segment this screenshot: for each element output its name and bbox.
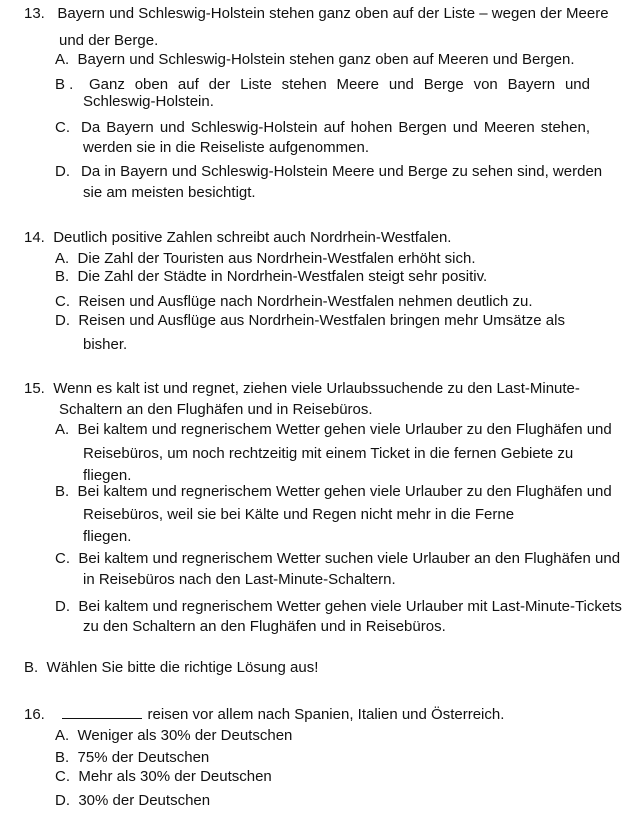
q16-option-c — [55, 768, 355, 786]
q14-stem: Deutlich positive Zahlen schreibt auch Nordrhein-Westfalen. — [53, 229, 452, 246]
q13-c-letter: C. — [55, 119, 70, 136]
q15-c-text-2: in Reisebüros nach den Last-Minute-Schaltern. — [83, 571, 396, 588]
q13-b-text-2: Schleswig-Holstein. — [83, 93, 214, 110]
q15-a-text-1: Bei kaltem und regnerischem Wetter gehen viele Urlauber zu den Flughäfen und — [77, 421, 612, 438]
q15-option-c-line-1 — [55, 550, 621, 568]
q15-d-text-1: Bei kaltem und regnerischem Wetter gehen viele Urlauber mit Last-Minute-Tickets — [78, 598, 622, 615]
q13-stem-2: und der Berge. — [59, 32, 159, 49]
q13-option-a — [55, 53, 595, 70]
q13-d-text-1: Da in Bayern und Schleswig-Holstein Meere und Berge zu sehen sind, werden — [81, 163, 603, 180]
q15-b-letter: B. — [55, 483, 70, 500]
q13-stem-1: Bayern und Schleswig-Holstein stehen ganz oben auf der Liste – wegen der Meere — [57, 5, 609, 22]
q13-b-text-1: Ganz oben auf der Liste stehen Meere und Berge von Bayern und — [89, 76, 590, 93]
q15-stem-2: Schaltern an den Flughäfen und in Reisebüros. — [59, 401, 373, 418]
section-b-text: Wählen Sie bitte die richtige Lösung aus! — [46, 659, 319, 676]
q14-a-letter: A. — [55, 250, 70, 267]
section-b-letter: B. — [24, 659, 39, 676]
q14-option-b — [55, 268, 595, 286]
q14-b-text: Die Zahl der Städte in Nordrhein-Westfalen steigt sehr positiv. — [77, 268, 488, 285]
q15-c-letter: C. — [55, 550, 70, 567]
q14-a-text: Die Zahl der Touristen aus Nordrhein-Westfalen erhöht sich. — [77, 250, 476, 267]
q15-b-text-2: Reisebüros, weil sie bei Kälte und Regen nicht mehr in die Ferne — [83, 506, 515, 523]
q13-number: 13. — [24, 5, 45, 22]
q13-b-letter: B . — [55, 76, 74, 93]
q16-a-letter: A. — [55, 727, 70, 744]
q15-d-line-2 — [83, 620, 483, 635]
q15-option-a-line-1 — [55, 421, 612, 440]
q15-a-letter: A. — [55, 421, 70, 438]
q16-c-letter: C. — [55, 768, 70, 785]
q13-a-letter: A. — [55, 51, 70, 68]
q16-a-text: Weniger als 30% der Deutschen — [77, 727, 293, 744]
q16-option-d — [55, 791, 210, 811]
q13-b-line-2 — [83, 93, 383, 110]
q16-stem: reisen vor allem nach Spanien, Italien und Österreich. — [147, 706, 505, 723]
q15-d-letter: D. — [55, 598, 70, 615]
q15-b-line-3 — [83, 528, 283, 546]
q15-c-line-2 — [83, 571, 483, 590]
q14-option-c — [55, 292, 533, 312]
q15-b-line-2 — [83, 506, 593, 523]
q16-stem-line — [24, 704, 504, 725]
q13-a-text: Bayern und Schleswig-Holstein stehen ganz oben auf Meeren und Bergen. — [77, 51, 575, 68]
q14-b-letter: B. — [55, 268, 70, 285]
q15-option-b-line-1 — [55, 483, 612, 502]
q16-b-text: 75% der Deutschen — [77, 749, 210, 766]
q16-d-text: 30% der Deutschen — [78, 792, 211, 809]
q14-stem-line — [24, 228, 451, 248]
q16-b-letter: B. — [55, 749, 70, 766]
q13-c-text-1: Da Bayern und Schleswig-Holstein auf hohen Bergen und Meeren stehen, — [81, 119, 590, 136]
q14-c-letter: C. — [55, 293, 70, 310]
q15-c-text-1: Bei kaltem und regnerischem Wetter suchen viele Urlauber an den Flughäfen und — [78, 550, 621, 567]
q15-d-text-2: zu den Schaltern an den Flughäfen und in Reisebüros. — [83, 618, 446, 635]
q15-a-text-3: fliegen. — [83, 467, 132, 484]
q13-c-text-2: werden sie in die Reiseliste aufgenommen. — [83, 139, 369, 156]
q15-number: 15. — [24, 380, 45, 397]
q14-d-letter: D. — [55, 312, 70, 329]
q15-a-text-2: Reisebüros, um noch rechtzeitig mit einem Ticket in die fernen Gebiete zu — [83, 445, 574, 462]
q15-option-d-line-1 — [55, 597, 622, 617]
q13-stem-line-1 — [24, 5, 609, 26]
section-b-instruction — [24, 659, 424, 678]
q15-stem-1: Wenn es kalt ist und regnet, ziehen viele Urlaubssuchende zu den Last-Minute- — [53, 380, 580, 397]
q16-option-b — [55, 749, 355, 766]
q16-c-text: Mehr als 30% der Deutschen — [78, 768, 272, 785]
q15-b-text-1: Bei kaltem und regnerischem Wetter gehen viele Urlauber zu den Flughäfen und — [77, 483, 612, 500]
q13-d-text-2: sie am meisten besichtigt. — [83, 184, 256, 201]
q16-d-letter: D. — [55, 792, 70, 809]
q16-option-a — [55, 727, 455, 744]
q16-answer-blank — [62, 704, 142, 719]
q14-number: 14. — [24, 229, 45, 246]
q16-number: 16. — [24, 706, 45, 723]
q13-c-line-2 — [83, 139, 383, 156]
q14-d-text-2: bisher. — [83, 336, 128, 353]
q15-stem-line-1 — [24, 379, 580, 399]
q14-option-d-line-1 — [55, 312, 595, 330]
q13-d-letter: D. — [55, 163, 70, 180]
q14-c-text: Reisen und Ausflüge nach Nordrhein-Westfalen nehmen deutlich zu. — [78, 293, 533, 310]
q14-d-text-1: Reisen und Ausflüge aus Nordrhein-Westfalen bringen mehr Umsätze als — [78, 312, 565, 329]
q14-option-a — [55, 249, 476, 269]
q15-b-text-3: fliegen. — [83, 528, 132, 545]
